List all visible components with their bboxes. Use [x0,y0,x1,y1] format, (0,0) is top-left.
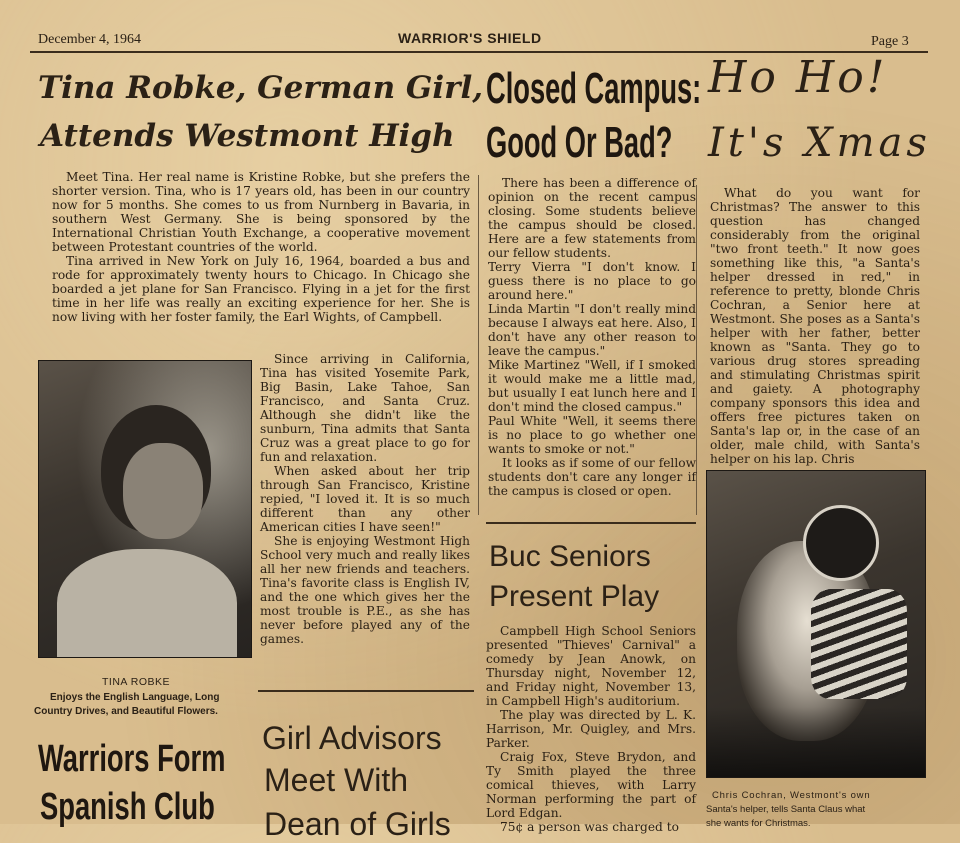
paragraph: She is enjoying Westmont High School very much and really likes all her new friends and teachers. Tina's favorite class is English IV, and the one which gives her the most trouble is P.E., as she has never before played any of the games. [260,534,470,646]
paragraph: There has been a difference of opinion on the recent campus closing. Some students believe the campus should be closed. Here are a few statements from our fellow students. [488,176,696,260]
column-rule [696,185,697,515]
paragraph: Craig Fox, Steve Brydon, and Ty Smith played the three comical thieves, with Larry Norman performing the part of Lord Edgan. [486,750,696,820]
tina-article-top [52,170,470,324]
tina-article-side [260,352,470,646]
headline-advisors-line1: Girl Advisors [262,720,442,756]
paragraph: Paul White "Well, it seems there is no place to go whether one wants to smoke or not." [488,414,696,456]
tina-robke-photo [38,360,252,658]
headline-campus-line1: Closed Campus: [486,64,702,113]
paragraph: Tina arrived in New York on July 16, 1964, boarded a bus and rode for approximately twenty hours to Chicago. In Chicago she boarded a jet plane for San Francisco. Flying in a jet for the first time in her life was really an exciting experience for her. She is now living with her foster family, the Earl Wights, of Campbell. [52,254,470,324]
paragraph: Campbell High School Seniors presented "Thieves' Carnival" a comedy by Jean Anowk, on Thursday night, November 12, and Friday night, November 13, in Campbell High's auditorium. [486,624,696,708]
headline-spanish-line1: Warriors Form [38,738,226,780]
headline-tina-line1: Tina Robke, German Girl, [38,70,484,106]
headline-play-line1: Buc Seniors [489,540,651,573]
paragraph: The play was directed by L. K. Harrison, Mr. Quigley, and Mrs. Parker. [486,708,696,750]
headline-campus-line2: Good Or Bad? [486,118,673,167]
paragraph: Mike Martinez "Well, if I smoked it would make me a little mad, but usually I eat lunch here and I don't mind the closed campus." [488,358,696,414]
santa-photo [706,470,926,778]
section-rule [486,522,696,524]
tina-caption-line2: Country Drives, and Beautiful Flowers. [34,706,218,717]
newspaper-name: WARRIOR'S SHIELD [398,30,542,46]
xmas-article [710,186,920,466]
headline-play-line2: Present Play [489,580,660,613]
paragraph: Terry Vierra "I don't know. I guess there is no place to go around here." [488,260,696,302]
headline-xmas-line1: Ho Ho! [708,52,888,103]
santa-caption-line1: Chris Cochran, Westmont's own [712,790,871,801]
paragraph: What do you want for Christmas? The answer to this question has changed considerably from the original "two front teeth." It now goes something like this, "a Santa's helper dressed in red," in reference to pretty, blonde Chris Cochran, a Senior here at Westmont. She poses as a Santa's helper with her father, better known as "Santa. They go to various drug stores spreading and stimulating Christmas spirit and gaiety. A photography company sponsors this idea and offers free pictures taken on Santa's lap or, in the case of an older, male child, with Santa's helper on his lap. Chris [710,186,920,466]
headline-advisors-line3: Dean of Girls [264,806,451,842]
headline-xmas-line2: It's Xmas [708,120,931,166]
paragraph: When asked about her trip through San Francisco, Kristine repied, "I loved it. It is so much different than any other American cities I have seen!" [260,464,470,534]
column-rule [478,175,479,515]
santa-caption-line2: Santa's helper, tells Santa Claus what [706,804,866,815]
paragraph: Since arriving in California, Tina has visited Yosemite Park, Big Basin, Lake Tahoe, San Francisco, and Santa Cruz. Although she didn't like the sunburn, Tina admits that Santa Cruz was a great place to go for fun and relaxation. [260,352,470,464]
issue-date: December 4, 1964 [38,32,142,47]
tina-caption-name: TINA ROBKE [102,676,171,688]
paragraph: 75¢ a person was charged to [500,820,679,834]
page-number: Page 3 [871,34,909,49]
play-article [486,624,696,834]
headline-advisors-line2: Meet With [264,762,409,798]
paragraph: Linda Martin "I don't really mind because I always eat here. Also, I don't have any other reason to leave the campus." [488,302,696,358]
headline-tina-line2: Attends Westmont High [40,118,455,154]
campus-article [488,176,696,498]
santa-caption-line3: she wants for Christmas. [706,818,811,829]
section-rule [258,690,474,692]
tina-caption-line1: Enjoys the English Language, Long [50,692,220,703]
headline-spanish-line2: Spanish Club [40,786,215,828]
paragraph: Meet Tina. Her real name is Kristine Robke, but she prefers the shorter version. Tina, who is 17 years old, has been in our country now for 5 months. She comes to us from Nurnberg in Bavaria, in southern West Germany. She is being sponsored by the International Christian Youth Exchange, a cooperative movement between Protestant countries of the world. [52,170,470,254]
paragraph: It looks as if some of our fellow students don't care any longer if the campus is closed or open. [488,456,696,498]
